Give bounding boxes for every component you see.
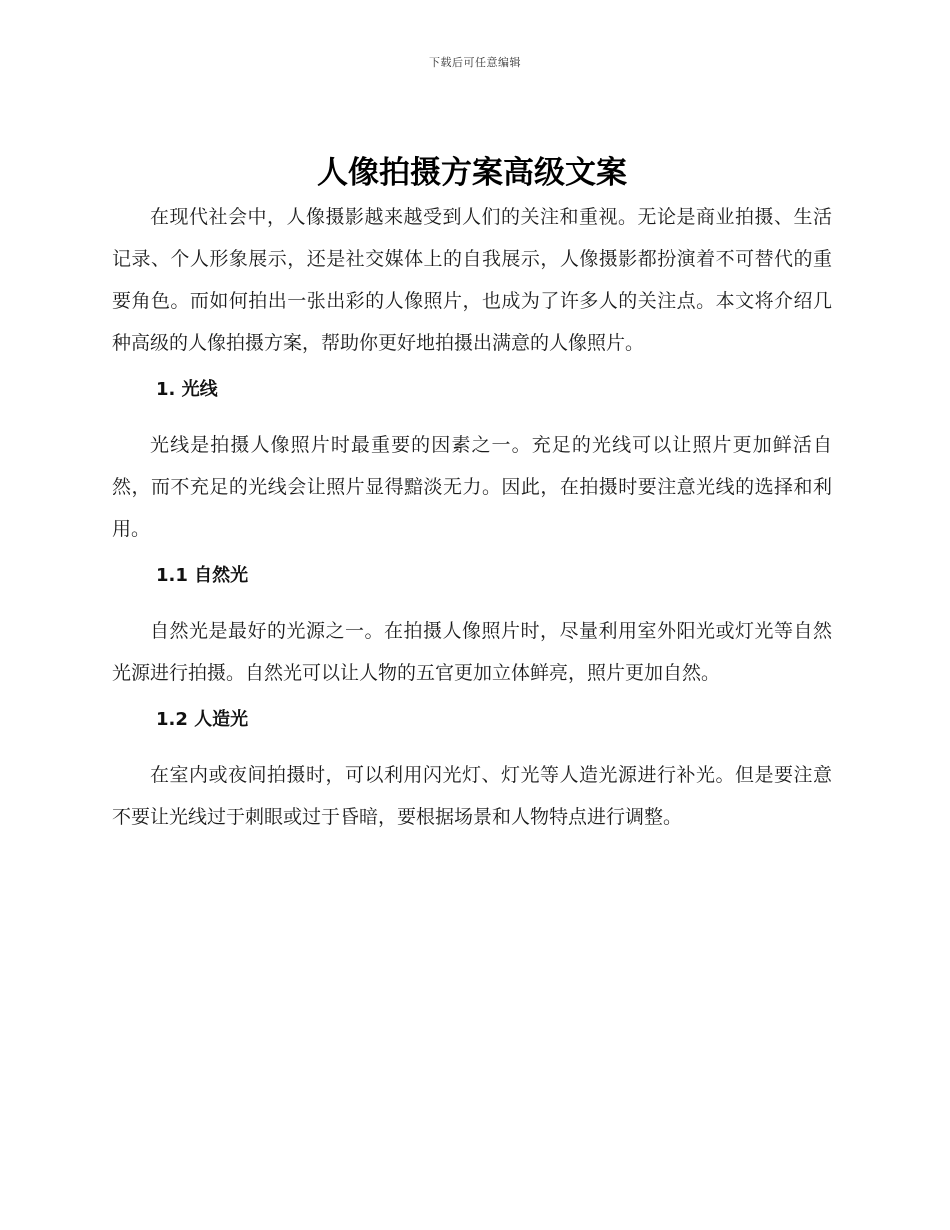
intro-paragraph: 在现代社会中，人像摄影越来越受到人们的关注和重视。无论是商业拍摄、生活记录、个人形象展示，还是社交媒体上的自我展示，人像摄影都扮演着不可替代的重要角色。而如何拍出一张出彩的人像照片，也成为了许多人的关注点。本文将介绍几种高级的人像拍摄方案，帮助你更好地拍摄出满意的人像照片。 [112, 206, 832, 354]
section-heading-light: 1. 光线 [156, 379, 218, 400]
header-note: 下载后可任意编辑 [429, 56, 521, 69]
section-heading-natural-light: 1.1 自然光 [156, 565, 249, 586]
document-body [112, 150, 832, 838]
section-body-natural-light: 自然光是最好的光源之一。在拍摄人像照片时，尽量利用室外阳光或灯光等自然光源进行拍摄。自然光可以让人物的五官更加立体鲜亮，照片更加自然。 [112, 620, 832, 684]
document-title: 人像拍摄方案高级文案 [317, 155, 627, 191]
section-body-light: 光线是拍摄人像照片时最重要的因素之一。充足的光线可以让照片更加鲜活自然，而不充足的光线会让照片显得黯淡无力。因此，在拍摄时要注意光线的选择和利用。 [112, 434, 832, 540]
section-body-artificial-light: 在室内或夜间拍摄时，可以利用闪光灯、灯光等人造光源进行补光。但是要注意不要让光线过于刺眼或过于昏暗，要根据场景和人物特点进行调整。 [112, 764, 832, 828]
section-heading-artificial-light: 1.2 人造光 [156, 709, 249, 730]
